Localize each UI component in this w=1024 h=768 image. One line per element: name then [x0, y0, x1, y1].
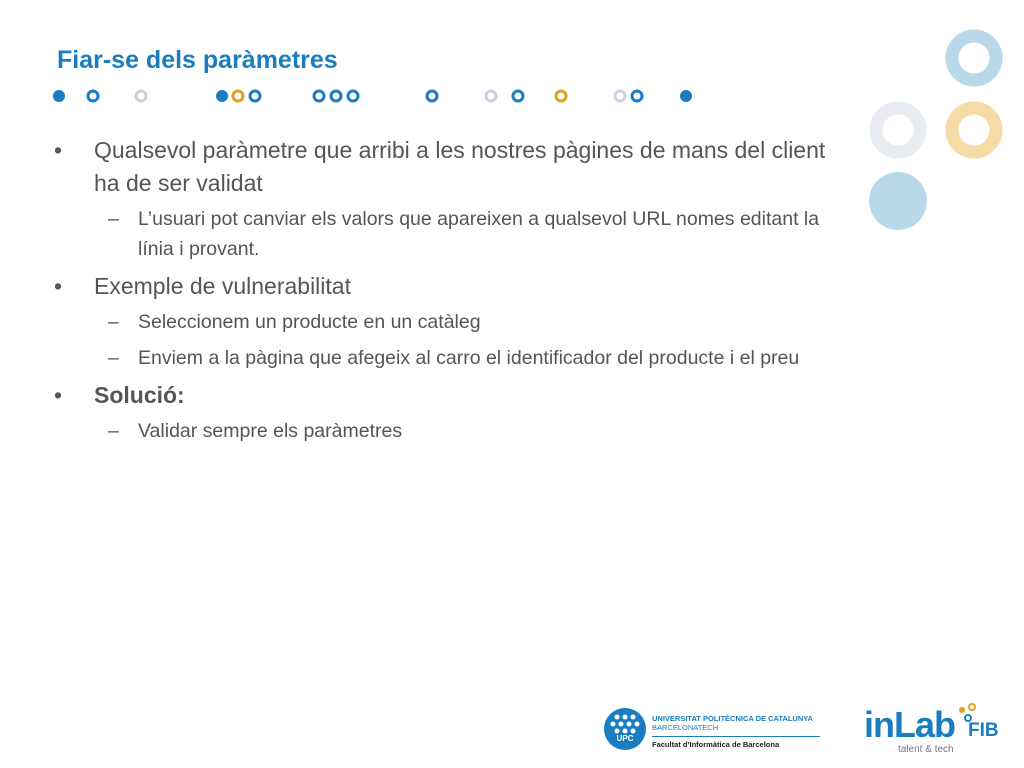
- sub-bullet-item: [54, 307, 854, 337]
- sub-bullet-text: Seleccionem un producte en un catàleg: [138, 311, 481, 333]
- sub-bullet-text: Enviem a la pàgina que afegeix al carro el identificador del producte i el preu: [138, 347, 800, 369]
- decorative-circles-cluster: [860, 20, 1024, 250]
- bullet-item: [54, 379, 854, 412]
- decorative-dot-strip: [0, 0, 720, 110]
- sub-bullet-text: Validar sempre els paràmetres: [138, 420, 403, 442]
- upc-seal-icon: [604, 708, 646, 750]
- dash-mark: –: [108, 347, 119, 369]
- strip-ring-blue: [250, 91, 260, 101]
- upc-university-name: UNIVERSITAT POLITÈCNICA DE CATALUNYA: [652, 714, 813, 723]
- strip-ring-grey: [136, 91, 146, 101]
- upc-barcelonatech: BARCELONATECH: [652, 723, 719, 732]
- inlab-logo: [864, 700, 1014, 760]
- strip-ring-gold: [233, 91, 243, 101]
- slide-title: Fiar-se dels paràmetres: [57, 46, 338, 74]
- inlab-wordmark: inLab: [864, 704, 955, 745]
- inlab-tagline: talent & tech: [898, 744, 954, 755]
- dash-mark: –: [108, 208, 119, 230]
- strip-dot-filled: [216, 90, 228, 102]
- upc-logo: [604, 708, 824, 752]
- sub-bullet-item: [54, 416, 854, 446]
- strip-dot-filled: [53, 90, 65, 102]
- upc-faculty-name: Facultat d’Informàtica de Barcelona: [652, 740, 780, 749]
- strip-dot-filled: [680, 90, 692, 102]
- dash-mark: –: [108, 420, 119, 442]
- upc-dots-icon: [604, 708, 646, 750]
- bullet-mark: •: [54, 382, 63, 408]
- upc-seal-text: UPC: [616, 734, 634, 743]
- upc-divider: [652, 736, 820, 737]
- strip-ring-blue: [427, 91, 437, 101]
- strip-ring-grey: [486, 91, 496, 101]
- bullet-mark: •: [54, 137, 63, 163]
- strip-ring-blue: [632, 91, 642, 101]
- strip-ring-blue: [348, 91, 358, 101]
- bullet-item: [54, 270, 854, 303]
- dash-mark: –: [108, 311, 119, 333]
- bullet-text: Exemple de vulnerabilitat: [94, 273, 351, 299]
- sub-bullet-item: [54, 343, 854, 373]
- bullet-text: Solució:: [94, 382, 185, 408]
- sub-bullet-text: L’usuari pot canviar els valors que apareixen a qualsevol URL nomes editant la línia i provant.: [138, 208, 820, 260]
- strip-ring-blue: [331, 91, 341, 101]
- deco-ring-pale-gold: [952, 108, 996, 152]
- strip-ring-gold: [556, 91, 566, 101]
- slide-content: [54, 134, 854, 452]
- strip-ring-blue: [88, 91, 98, 101]
- bullet-text: Qualsevol paràmetre que arribi a les nostres pàgines de mans del client ha de ser validat: [94, 137, 826, 196]
- strip-ring-grey: [615, 91, 625, 101]
- strip-ring-blue: [314, 91, 324, 101]
- deco-ring-pale-grey: [876, 108, 920, 152]
- bullet-mark: •: [54, 273, 63, 299]
- bullet-item: [54, 134, 854, 200]
- deco-circle-pale-blue: [869, 172, 927, 230]
- deco-ring-pale-blue: [952, 36, 996, 80]
- sub-bullet-item: [54, 204, 854, 264]
- inlab-fib-text: FIB: [968, 720, 999, 741]
- strip-ring-blue: [513, 91, 523, 101]
